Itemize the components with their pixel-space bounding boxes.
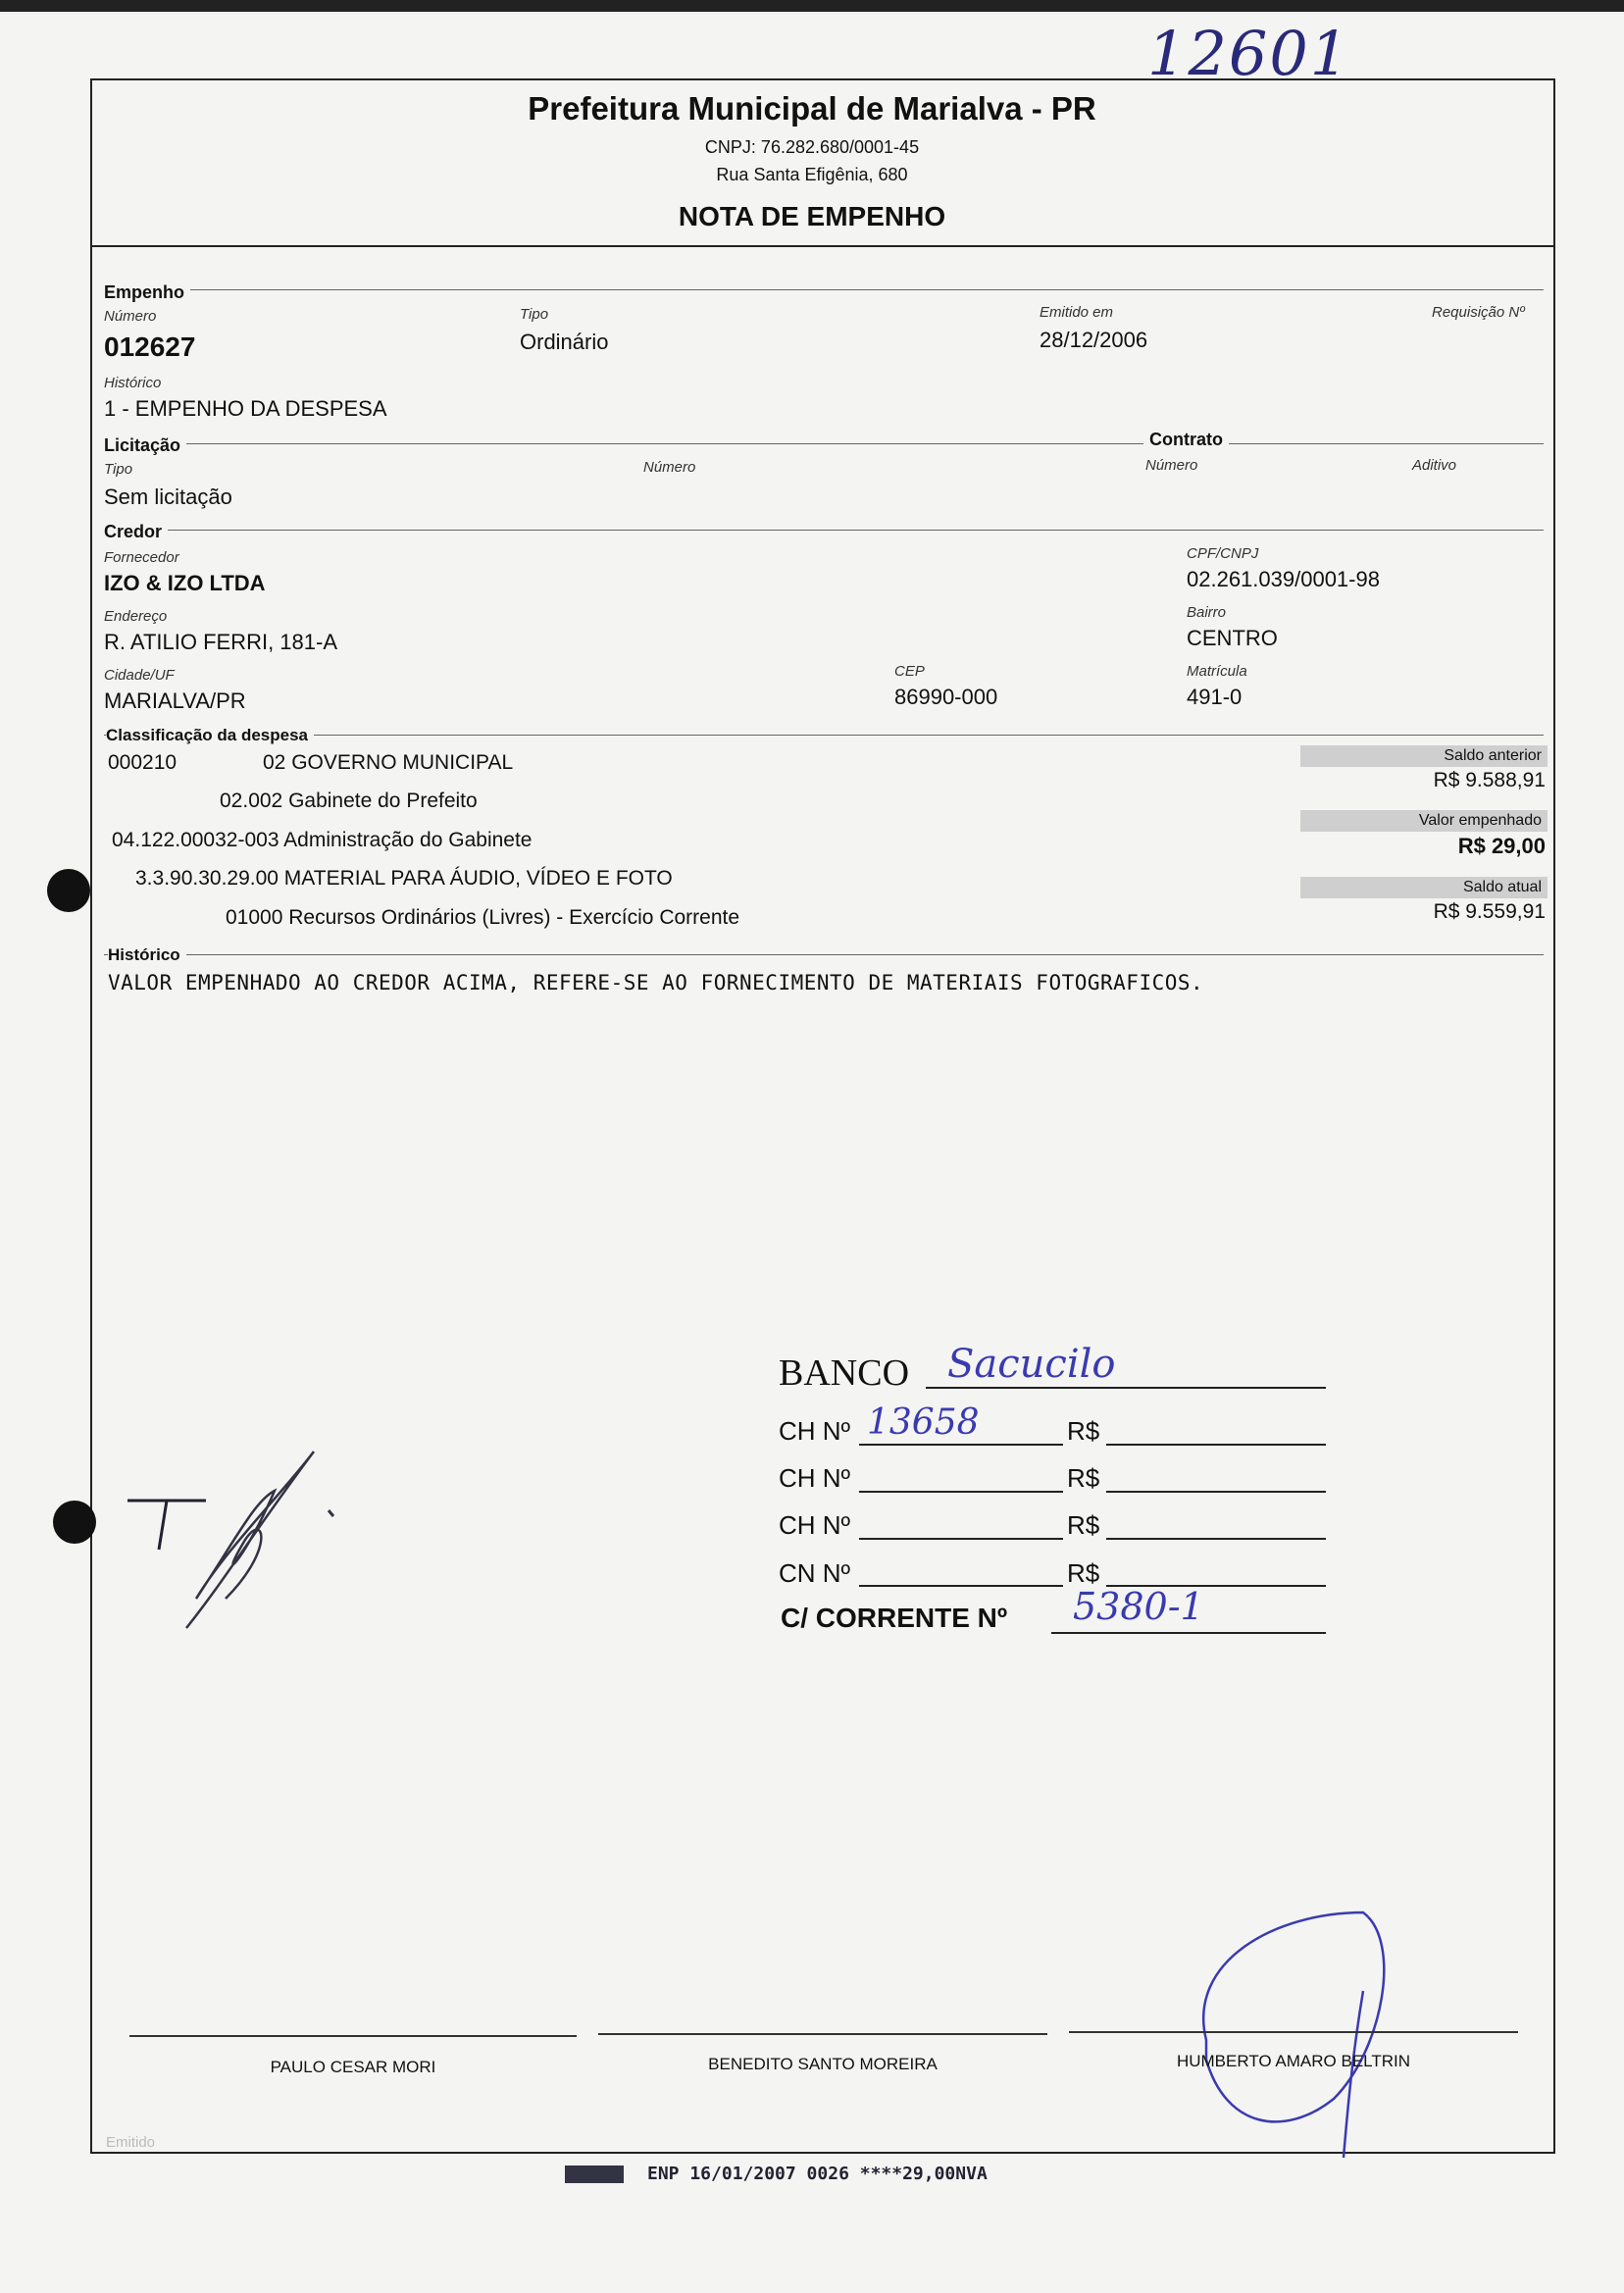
cpf-label: CPF/CNPJ [1187,545,1259,562]
cidade-value: MARIALVA/PR [104,688,246,713]
licitacao-section: Licitação [104,435,186,456]
empenho-historico-label: Histórico [104,375,162,391]
contrato-section: Contrato [1143,430,1229,450]
header-cnpj: CNPJ: 76.282.680/0001-45 [704,137,920,157]
cn-rs-label: R$ [1067,1558,1100,1588]
classificacao-rule [104,735,1544,736]
cep-label: CEP [894,663,925,680]
ch1-label: CH Nº [779,1416,851,1446]
signature-line-3 [1069,2031,1518,2033]
cep-value: 86990-000 [894,685,998,709]
historico-section: Histórico [108,945,186,965]
signature-line-1 [129,2035,577,2037]
contrato-aditivo-label: Aditivo [1412,457,1457,474]
punch-hole-top [47,869,90,912]
endereco-label: Endereço [104,608,168,625]
page-title: Prefeitura Municipal de Marialva - PR [528,90,1096,127]
cn-line [859,1585,1063,1587]
valor-empenhado-value: R$ 29,00 [1457,834,1546,858]
conta-label: C/ CORRENTE Nº [781,1603,1008,1633]
saldo-atual-label: Saldo atual [1300,877,1548,898]
footer-stamp: ENP 16/01/2007 0026 ****29,00NVA [647,2164,988,2184]
ch3-label: CH Nº [779,1510,851,1540]
class-line-4: 3.3.90.30.29.00 MATERIAL PARA ÁUDIO, VÍDEO E FOTO [135,867,673,890]
cn-label: CN Nº [779,1558,851,1588]
credor-rule [104,530,1544,531]
licitacao-rule [104,443,1544,444]
matricula-value: 491-0 [1187,685,1243,709]
ch2-line [859,1491,1063,1493]
handwritten-signature-right [1177,1903,1402,2167]
ch1-rs-line [1106,1444,1326,1446]
ch2-label: CH Nº [779,1463,851,1493]
signature-line-2 [598,2033,1047,2035]
class-line-0: 000210 [108,751,178,774]
class-line-5: 01000 Recursos Ordinários (Livres) - Exercício Corrente [226,906,740,929]
scan-top-edge [0,0,1624,12]
empenho-section: Empenho [104,282,190,303]
empenho-tipo: Ordinário [520,330,609,354]
licitacao-tipo: Sem licitação [104,484,232,509]
credor-section: Credor [104,522,168,542]
classificacao-section: Classificação da despesa [106,726,314,745]
bairro-value: CENTRO [1187,626,1278,650]
saldo-atual-value: R$ 9.559,91 [1433,900,1546,923]
historico-rule [104,954,1544,955]
banco-line [926,1387,1326,1389]
historico-text: VALOR EMPENHADO AO CREDOR ACIMA, REFERE-SE AO FORNECIMENTO DE MATERIAIS FOTOGRAFICOS. [108,971,1204,994]
punch-hole-bottom [53,1501,96,1544]
fornecedor-name: IZO & IZO LTDA [104,571,266,595]
document-frame [90,78,1555,2154]
emitido-date: 28/12/2006 [1040,328,1148,352]
emitido-label: Emitido em [1040,304,1114,321]
ch1-line [859,1444,1063,1446]
class-line-2: 02.002 Gabinete do Prefeito [220,790,478,812]
footer-faint-text: Emitido [106,2134,156,2151]
conta-handwriting: 5380-1 [1073,1585,1204,1628]
empenho-numero-label: Número [104,308,157,325]
signatory-3: HUMBERTO AMARO BELTRIN [1176,2052,1411,2070]
signatory-2: BENEDITO SANTO MOREIRA [708,2055,938,2073]
handwritten-signature-left [108,1432,343,1657]
endereco-value: R. ATILIO FERRI, 181-A [104,630,337,654]
empenho-historico: 1 - EMPENHO DA DESPESA [104,396,387,421]
empenho-tipo-label: Tipo [520,306,549,323]
saldo-anterior-label: Saldo anterior [1300,745,1548,767]
conta-line [1051,1632,1326,1634]
handwritten-number: 12601 [1147,18,1351,89]
ch1-handwriting: 13658 [867,1402,980,1443]
licitacao-tipo-label: Tipo [104,461,133,478]
empenho-numero: 012627 [104,331,196,362]
document-title: NOTA DE EMPENHO [678,201,946,231]
empenho-rule [104,289,1544,290]
cpf-value: 02.261.039/0001-98 [1187,567,1380,591]
banco-label: BANCO [779,1352,910,1394]
bairro-label: Bairro [1187,604,1227,621]
header-address: Rua Santa Efigênia, 680 [716,165,908,184]
ch1-rs-label: R$ [1067,1416,1100,1446]
header-divider [90,245,1555,247]
stamp-logo [565,2166,624,2183]
ch3-rs-label: R$ [1067,1510,1100,1540]
ch3-rs-line [1106,1538,1326,1540]
class-line-1: 02 GOVERNO MUNICIPAL [263,751,514,774]
saldo-anterior-value: R$ 9.588,91 [1433,769,1546,791]
licitacao-numero-label: Número [643,459,696,476]
matricula-label: Matrícula [1187,663,1247,680]
fornecedor-label: Fornecedor [104,549,179,566]
ch2-rs-label: R$ [1067,1463,1100,1493]
requisicao-label: Requisição Nº [1432,304,1525,321]
valor-empenhado-label: Valor empenhado [1300,810,1548,832]
cidade-label: Cidade/UF [104,667,175,684]
contrato-numero-label: Número [1145,457,1198,474]
ch3-line [859,1538,1063,1540]
class-line-3: 04.122.00032-003 Administração do Gabinete [112,829,533,851]
banco-handwriting: Sacucilo [947,1342,1116,1387]
ch2-rs-line [1106,1491,1326,1493]
signatory-1: PAULO CESAR MORI [270,2058,436,2076]
